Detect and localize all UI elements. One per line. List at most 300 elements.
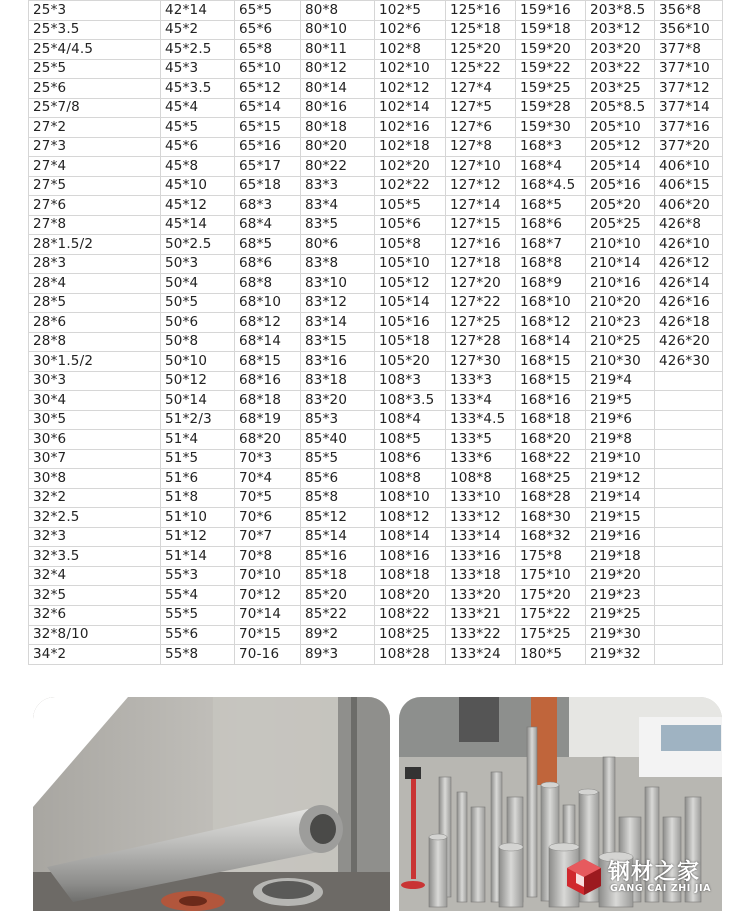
pipe-photo-left bbox=[33, 697, 390, 911]
table-cell: 205*16 bbox=[586, 176, 655, 196]
table-cell bbox=[655, 566, 723, 586]
table-cell: 70*7 bbox=[235, 527, 301, 547]
watermark-en: GANG CAI ZHI JIA bbox=[610, 883, 712, 894]
table-cell bbox=[655, 586, 723, 606]
table-cell: 68*8 bbox=[235, 274, 301, 294]
table-cell: 356*10 bbox=[655, 20, 723, 40]
table-cell: 210*25 bbox=[586, 332, 655, 352]
table-row bbox=[29, 430, 723, 450]
table-row bbox=[29, 59, 723, 79]
table-cell: 205*10 bbox=[586, 118, 655, 138]
table-cell: 83*18 bbox=[301, 371, 375, 391]
table-cell: 55*4 bbox=[161, 586, 235, 606]
table-cell: 219*12 bbox=[586, 469, 655, 489]
table-cell: 125*18 bbox=[446, 20, 516, 40]
table-cell: 51*12 bbox=[161, 527, 235, 547]
table-cell: 45*14 bbox=[161, 215, 235, 235]
table-cell: 70*4 bbox=[235, 469, 301, 489]
table-cell: 68*4 bbox=[235, 215, 301, 235]
table-cell: 127*30 bbox=[446, 352, 516, 372]
table-cell: 168*18 bbox=[516, 410, 586, 430]
table-cell: 70*8 bbox=[235, 547, 301, 567]
table-cell: 50*3 bbox=[161, 254, 235, 274]
table-cell: 68*3 bbox=[235, 196, 301, 216]
table-cell: 28*5 bbox=[29, 293, 161, 313]
table-cell: 50*2.5 bbox=[161, 235, 235, 255]
table-cell: 125*20 bbox=[446, 40, 516, 60]
table-row bbox=[29, 137, 723, 157]
table-cell: 377*14 bbox=[655, 98, 723, 118]
table-cell: 406*20 bbox=[655, 196, 723, 216]
table-row bbox=[29, 527, 723, 547]
table-cell: 80*20 bbox=[301, 137, 375, 157]
table-cell: 70*14 bbox=[235, 605, 301, 625]
table-cell: 70*3 bbox=[235, 449, 301, 469]
table-cell bbox=[655, 449, 723, 469]
table-cell: 32*8/10 bbox=[29, 625, 161, 645]
table-cell: 168*3 bbox=[516, 137, 586, 157]
table-cell: 108*3.5 bbox=[375, 391, 446, 411]
table-row bbox=[29, 645, 723, 665]
table-cell: 102*10 bbox=[375, 59, 446, 79]
table-cell: 102*6 bbox=[375, 20, 446, 40]
table-row bbox=[29, 508, 723, 528]
table-cell: 32*6 bbox=[29, 605, 161, 625]
table-cell: 85*12 bbox=[301, 508, 375, 528]
table-cell bbox=[655, 625, 723, 645]
table-cell: 80*8 bbox=[301, 1, 375, 21]
table-cell: 70*6 bbox=[235, 508, 301, 528]
table-cell: 219*20 bbox=[586, 566, 655, 586]
table-cell: 210*30 bbox=[586, 352, 655, 372]
table-cell: 133*10 bbox=[446, 488, 516, 508]
table-cell: 65*17 bbox=[235, 157, 301, 177]
table-cell: 68*14 bbox=[235, 332, 301, 352]
table-cell: 168*16 bbox=[516, 391, 586, 411]
table-cell: 30*1.5/2 bbox=[29, 352, 161, 372]
table-cell: 85*22 bbox=[301, 605, 375, 625]
table-cell: 133*4.5 bbox=[446, 410, 516, 430]
table-cell: 85*18 bbox=[301, 566, 375, 586]
table-row bbox=[29, 371, 723, 391]
table-cell: 28*3 bbox=[29, 254, 161, 274]
table-cell: 108*16 bbox=[375, 547, 446, 567]
table-cell: 68*15 bbox=[235, 352, 301, 372]
table-cell: 219*32 bbox=[586, 645, 655, 665]
table-cell: 159*30 bbox=[516, 118, 586, 138]
table-cell bbox=[655, 527, 723, 547]
table-cell: 45*3.5 bbox=[161, 79, 235, 99]
table-cell: 159*20 bbox=[516, 40, 586, 60]
table-cell: 50*4 bbox=[161, 274, 235, 294]
table-cell: 42*14 bbox=[161, 1, 235, 21]
table-cell: 168*15 bbox=[516, 371, 586, 391]
table-cell: 127*28 bbox=[446, 332, 516, 352]
table-cell: 80*22 bbox=[301, 157, 375, 177]
table-cell: 133*18 bbox=[446, 566, 516, 586]
table-cell: 32*5 bbox=[29, 586, 161, 606]
table-cell bbox=[655, 410, 723, 430]
table-cell: 28*1.5/2 bbox=[29, 235, 161, 255]
table-cell: 108*6 bbox=[375, 449, 446, 469]
table-cell: 34*2 bbox=[29, 645, 161, 665]
table-cell: 32*3.5 bbox=[29, 547, 161, 567]
table-cell: 127*18 bbox=[446, 254, 516, 274]
table-cell: 133*4 bbox=[446, 391, 516, 411]
table-cell: 127*10 bbox=[446, 157, 516, 177]
table-cell: 127*14 bbox=[446, 196, 516, 216]
table-cell: 133*21 bbox=[446, 605, 516, 625]
table-cell: 50*8 bbox=[161, 332, 235, 352]
cube-logo-icon bbox=[564, 857, 604, 897]
table-cell: 127*12 bbox=[446, 176, 516, 196]
table-cell: 83*15 bbox=[301, 332, 375, 352]
table-cell: 108*14 bbox=[375, 527, 446, 547]
table-cell: 108*8 bbox=[446, 469, 516, 489]
table-cell: 175*22 bbox=[516, 605, 586, 625]
table-cell: 50*14 bbox=[161, 391, 235, 411]
table-cell: 89*3 bbox=[301, 645, 375, 665]
table-cell: 108*5 bbox=[375, 430, 446, 450]
table-cell: 168*32 bbox=[516, 527, 586, 547]
table-cell: 51*6 bbox=[161, 469, 235, 489]
table-cell: 80*11 bbox=[301, 40, 375, 60]
table-row bbox=[29, 586, 723, 606]
table-cell: 27*6 bbox=[29, 196, 161, 216]
table-cell: 70*12 bbox=[235, 586, 301, 606]
table-cell: 50*12 bbox=[161, 371, 235, 391]
table-cell: 102*12 bbox=[375, 79, 446, 99]
table-cell: 51*14 bbox=[161, 547, 235, 567]
table-cell: 127*15 bbox=[446, 215, 516, 235]
table-cell: 219*25 bbox=[586, 605, 655, 625]
table-cell: 219*5 bbox=[586, 391, 655, 411]
table-row bbox=[29, 235, 723, 255]
table-cell: 68*5 bbox=[235, 235, 301, 255]
table-cell: 85*5 bbox=[301, 449, 375, 469]
table-cell: 27*2 bbox=[29, 118, 161, 138]
table-cell: 85*40 bbox=[301, 430, 375, 450]
table-row bbox=[29, 449, 723, 469]
table-cell: 68*16 bbox=[235, 371, 301, 391]
table-cell: 68*10 bbox=[235, 293, 301, 313]
table-row bbox=[29, 566, 723, 586]
table-cell: 426*20 bbox=[655, 332, 723, 352]
table-cell: 219*10 bbox=[586, 449, 655, 469]
table-cell: 133*12 bbox=[446, 508, 516, 528]
table-cell: 27*3 bbox=[29, 137, 161, 157]
table-cell: 159*18 bbox=[516, 20, 586, 40]
table-cell: 102*5 bbox=[375, 1, 446, 21]
table-cell: 27*5 bbox=[29, 176, 161, 196]
table-cell: 133*24 bbox=[446, 645, 516, 665]
table-cell: 30*8 bbox=[29, 469, 161, 489]
table-cell: 45*2.5 bbox=[161, 40, 235, 60]
table-cell: 51*4 bbox=[161, 430, 235, 450]
table-cell: 45*2 bbox=[161, 20, 235, 40]
table-cell bbox=[655, 605, 723, 625]
table-cell: 105*18 bbox=[375, 332, 446, 352]
table-cell: 108*28 bbox=[375, 645, 446, 665]
table-cell: 203*20 bbox=[586, 40, 655, 60]
table-cell: 55*8 bbox=[161, 645, 235, 665]
table-cell: 83*16 bbox=[301, 352, 375, 372]
table-cell: 159*22 bbox=[516, 59, 586, 79]
table-cell: 168*9 bbox=[516, 274, 586, 294]
table-row bbox=[29, 118, 723, 138]
table-cell: 32*2.5 bbox=[29, 508, 161, 528]
table-cell: 105*14 bbox=[375, 293, 446, 313]
table-cell: 25*4/4.5 bbox=[29, 40, 161, 60]
table-row bbox=[29, 40, 723, 60]
table-cell: 168*25 bbox=[516, 469, 586, 489]
table-cell: 102*16 bbox=[375, 118, 446, 138]
table-cell: 205*8.5 bbox=[586, 98, 655, 118]
table-cell: 108*4 bbox=[375, 410, 446, 430]
table-cell: 426*16 bbox=[655, 293, 723, 313]
table-cell: 83*5 bbox=[301, 215, 375, 235]
table-cell: 127*6 bbox=[446, 118, 516, 138]
table-cell: 168*14 bbox=[516, 332, 586, 352]
table-cell: 168*12 bbox=[516, 313, 586, 333]
table-cell: 219*16 bbox=[586, 527, 655, 547]
table-cell: 51*5 bbox=[161, 449, 235, 469]
table-cell: 406*15 bbox=[655, 176, 723, 196]
table-cell: 377*12 bbox=[655, 79, 723, 99]
table-cell: 168*8 bbox=[516, 254, 586, 274]
table-cell: 102*18 bbox=[375, 137, 446, 157]
table-row bbox=[29, 410, 723, 430]
table-cell: 105*20 bbox=[375, 352, 446, 372]
table-cell: 377*20 bbox=[655, 137, 723, 157]
table-cell: 108*12 bbox=[375, 508, 446, 528]
table-cell: 168*7 bbox=[516, 235, 586, 255]
table-cell: 68*6 bbox=[235, 254, 301, 274]
table-cell: 426*14 bbox=[655, 274, 723, 294]
table-cell: 85*3 bbox=[301, 410, 375, 430]
table-cell: 168*28 bbox=[516, 488, 586, 508]
table-cell: 25*3.5 bbox=[29, 20, 161, 40]
table-cell: 108*8 bbox=[375, 469, 446, 489]
table-cell: 377*16 bbox=[655, 118, 723, 138]
table-cell: 426*12 bbox=[655, 254, 723, 274]
table-cell: 219*18 bbox=[586, 547, 655, 567]
table-cell: 28*8 bbox=[29, 332, 161, 352]
table-cell: 219*4 bbox=[586, 371, 655, 391]
table-cell: 127*25 bbox=[446, 313, 516, 333]
table-cell: 83*20 bbox=[301, 391, 375, 411]
table-cell bbox=[655, 508, 723, 528]
table-cell: 85*20 bbox=[301, 586, 375, 606]
table-cell: 83*3 bbox=[301, 176, 375, 196]
table-cell: 70*15 bbox=[235, 625, 301, 645]
table-cell bbox=[655, 430, 723, 450]
table-cell: 159*28 bbox=[516, 98, 586, 118]
watermark-logo bbox=[564, 853, 714, 901]
table-cell: 65*12 bbox=[235, 79, 301, 99]
table-cell: 68*19 bbox=[235, 410, 301, 430]
table-cell: 51*10 bbox=[161, 508, 235, 528]
table-cell: 175*25 bbox=[516, 625, 586, 645]
table-cell: 50*6 bbox=[161, 313, 235, 333]
table-cell: 105*10 bbox=[375, 254, 446, 274]
table-cell: 210*16 bbox=[586, 274, 655, 294]
table-cell: 85*6 bbox=[301, 469, 375, 489]
table-cell: 168*20 bbox=[516, 430, 586, 450]
table-cell: 108*22 bbox=[375, 605, 446, 625]
table-cell: 102*22 bbox=[375, 176, 446, 196]
table-row bbox=[29, 488, 723, 508]
table-cell: 85*8 bbox=[301, 488, 375, 508]
table-cell: 205*14 bbox=[586, 157, 655, 177]
table-cell: 168*6 bbox=[516, 215, 586, 235]
table-row bbox=[29, 293, 723, 313]
table-row bbox=[29, 157, 723, 177]
table-cell: 105*8 bbox=[375, 235, 446, 255]
table-row bbox=[29, 605, 723, 625]
table-cell: 168*30 bbox=[516, 508, 586, 528]
table-cell: 65*5 bbox=[235, 1, 301, 21]
table-cell: 102*20 bbox=[375, 157, 446, 177]
table-cell: 219*30 bbox=[586, 625, 655, 645]
table-cell: 30*7 bbox=[29, 449, 161, 469]
table-cell: 68*12 bbox=[235, 313, 301, 333]
watermark-cn: 钢材之家 bbox=[608, 860, 701, 885]
table-cell: 30*3 bbox=[29, 371, 161, 391]
table-row bbox=[29, 1, 723, 21]
table-cell: 65*8 bbox=[235, 40, 301, 60]
table-cell: 105*5 bbox=[375, 196, 446, 216]
table-cell: 168*22 bbox=[516, 449, 586, 469]
table-cell: 203*22 bbox=[586, 59, 655, 79]
table-cell: 102*14 bbox=[375, 98, 446, 118]
table-cell: 406*10 bbox=[655, 157, 723, 177]
table-cell: 30*4 bbox=[29, 391, 161, 411]
table-cell: 205*20 bbox=[586, 196, 655, 216]
table-cell: 80*14 bbox=[301, 79, 375, 99]
table-cell: 83*14 bbox=[301, 313, 375, 333]
table-cell: 175*20 bbox=[516, 586, 586, 606]
table-cell bbox=[655, 391, 723, 411]
table-cell: 210*10 bbox=[586, 235, 655, 255]
table-cell: 203*8.5 bbox=[586, 1, 655, 21]
table-cell: 377*10 bbox=[655, 59, 723, 79]
table-cell: 45*4 bbox=[161, 98, 235, 118]
table-cell: 127*20 bbox=[446, 274, 516, 294]
table-cell: 108*10 bbox=[375, 488, 446, 508]
table-cell: 27*8 bbox=[29, 215, 161, 235]
table-cell: 219*15 bbox=[586, 508, 655, 528]
table-cell bbox=[655, 488, 723, 508]
table-cell: 85*16 bbox=[301, 547, 375, 567]
table-row bbox=[29, 215, 723, 235]
table-cell: 32*2 bbox=[29, 488, 161, 508]
table-cell: 108*3 bbox=[375, 371, 446, 391]
table-row bbox=[29, 332, 723, 352]
table-cell: 55*3 bbox=[161, 566, 235, 586]
table-cell: 125*22 bbox=[446, 59, 516, 79]
table-cell: 45*12 bbox=[161, 196, 235, 216]
table-cell: 83*12 bbox=[301, 293, 375, 313]
table-row bbox=[29, 313, 723, 333]
table-cell: 25*5 bbox=[29, 59, 161, 79]
table-cell: 102*8 bbox=[375, 40, 446, 60]
table-cell: 65*10 bbox=[235, 59, 301, 79]
table-cell: 426*30 bbox=[655, 352, 723, 372]
table-cell: 127*5 bbox=[446, 98, 516, 118]
table-cell: 68*20 bbox=[235, 430, 301, 450]
table-cell: 45*5 bbox=[161, 118, 235, 138]
table-cell: 219*8 bbox=[586, 430, 655, 450]
table-row bbox=[29, 98, 723, 118]
table-cell: 83*4 bbox=[301, 196, 375, 216]
table-cell: 51*2/3 bbox=[161, 410, 235, 430]
table-cell: 168*10 bbox=[516, 293, 586, 313]
table-cell: 80*18 bbox=[301, 118, 375, 138]
table-cell: 203*12 bbox=[586, 20, 655, 40]
table-cell: 426*18 bbox=[655, 313, 723, 333]
table-cell: 83*10 bbox=[301, 274, 375, 294]
table-cell: 127*22 bbox=[446, 293, 516, 313]
table-cell: 219*23 bbox=[586, 586, 655, 606]
table-row bbox=[29, 469, 723, 489]
table-cell: 127*4 bbox=[446, 79, 516, 99]
table-cell: 133*16 bbox=[446, 547, 516, 567]
table-row bbox=[29, 79, 723, 99]
table-cell: 45*3 bbox=[161, 59, 235, 79]
table-cell: 426*10 bbox=[655, 235, 723, 255]
table-cell: 108*18 bbox=[375, 566, 446, 586]
table-cell: 108*25 bbox=[375, 625, 446, 645]
table-cell: 30*5 bbox=[29, 410, 161, 430]
table-cell: 70-16 bbox=[235, 645, 301, 665]
table-cell: 30*6 bbox=[29, 430, 161, 450]
table-cell: 70*10 bbox=[235, 566, 301, 586]
table-cell: 205*12 bbox=[586, 137, 655, 157]
table-cell: 168*5 bbox=[516, 196, 586, 216]
table-cell: 45*6 bbox=[161, 137, 235, 157]
table-cell: 426*8 bbox=[655, 215, 723, 235]
table-cell: 25*6 bbox=[29, 79, 161, 99]
table-cell: 205*25 bbox=[586, 215, 655, 235]
table-cell: 28*4 bbox=[29, 274, 161, 294]
table-cell bbox=[655, 371, 723, 391]
table-cell: 32*3 bbox=[29, 527, 161, 547]
table-cell: 80*16 bbox=[301, 98, 375, 118]
table-cell: 133*14 bbox=[446, 527, 516, 547]
table-cell: 45*10 bbox=[161, 176, 235, 196]
table-cell: 219*6 bbox=[586, 410, 655, 430]
table-cell: 168*15 bbox=[516, 352, 586, 372]
table-row bbox=[29, 196, 723, 216]
table-cell: 50*5 bbox=[161, 293, 235, 313]
table-cell: 175*8 bbox=[516, 547, 586, 567]
table-cell: 133*5 bbox=[446, 430, 516, 450]
spec-table-body bbox=[29, 1, 723, 665]
table-cell: 80*10 bbox=[301, 20, 375, 40]
table-row bbox=[29, 391, 723, 411]
table-cell: 125*16 bbox=[446, 1, 516, 21]
table-cell: 70*5 bbox=[235, 488, 301, 508]
table-cell: 133*6 bbox=[446, 449, 516, 469]
table-cell: 45*8 bbox=[161, 157, 235, 177]
table-cell: 219*14 bbox=[586, 488, 655, 508]
table-cell: 159*25 bbox=[516, 79, 586, 99]
table-cell: 159*16 bbox=[516, 1, 586, 21]
table-cell bbox=[655, 547, 723, 567]
table-row bbox=[29, 352, 723, 372]
table-cell: 133*20 bbox=[446, 586, 516, 606]
